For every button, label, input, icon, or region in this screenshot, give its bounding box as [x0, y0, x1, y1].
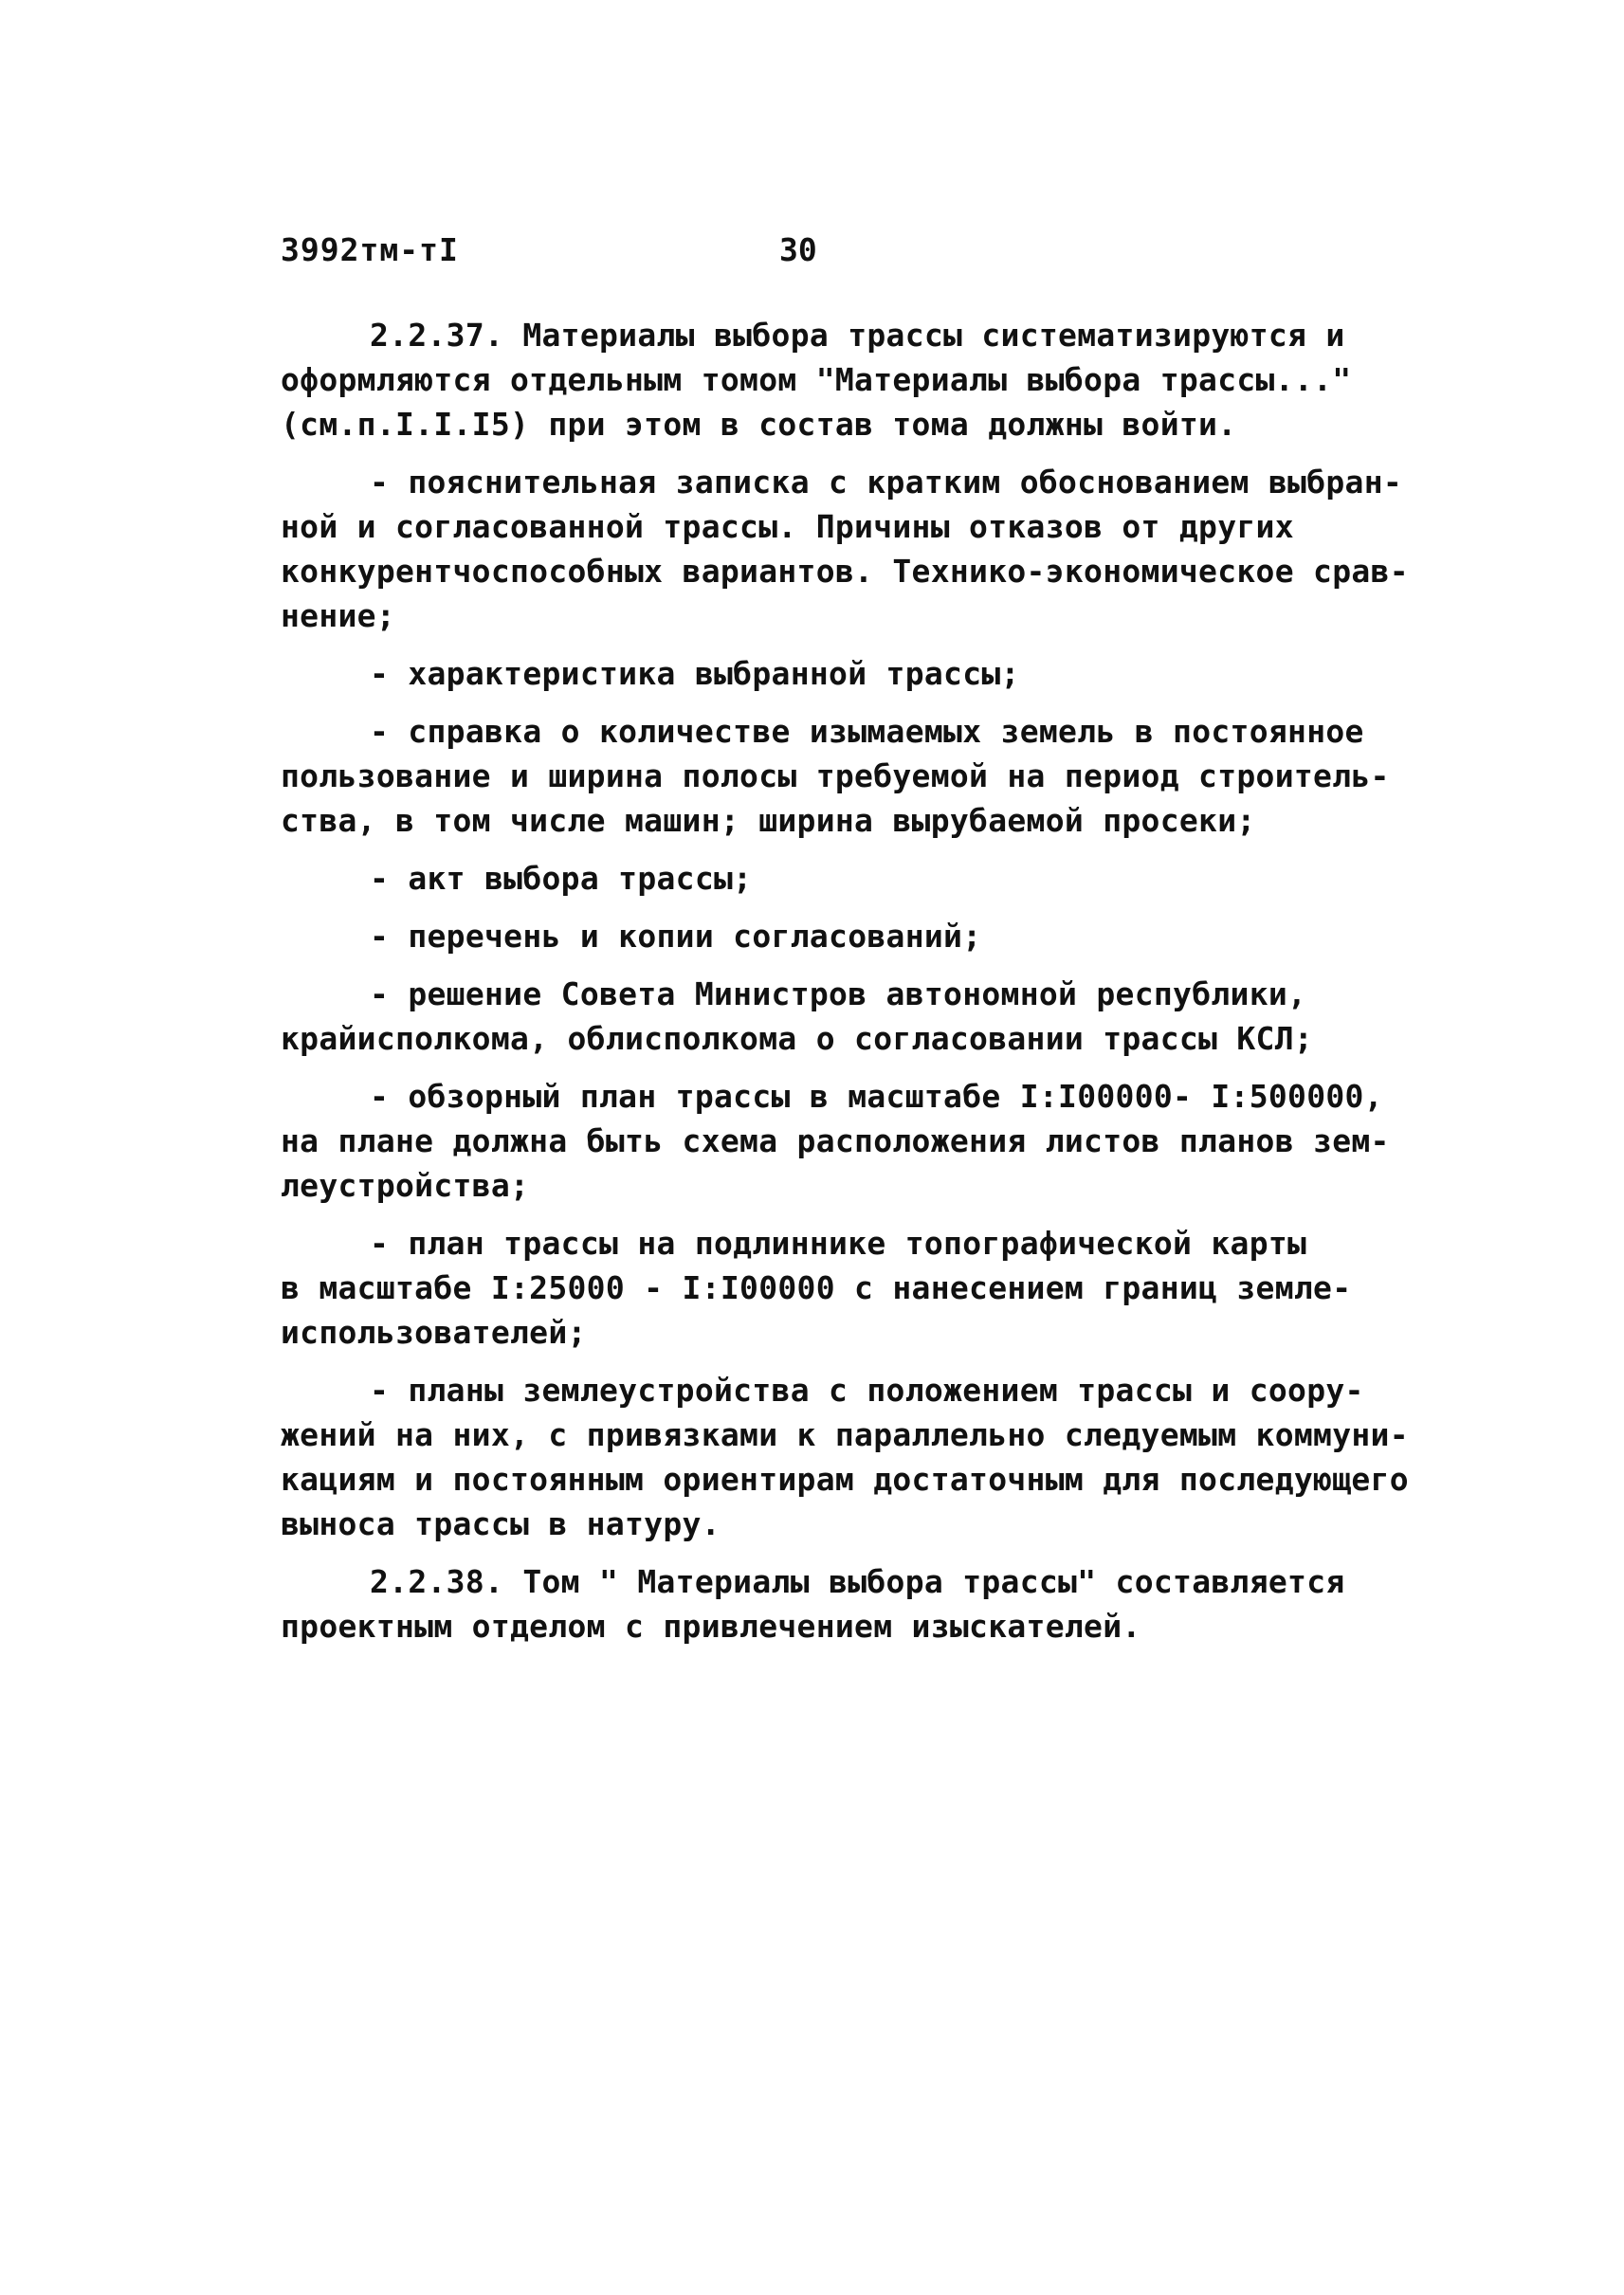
text-line: кациям и постоянным ориентирам достаточным для последующего: [281, 1461, 1409, 1498]
text-line: - акт выбора трассы;: [370, 860, 753, 897]
text-line: - характеристика выбранной трассы;: [370, 655, 1020, 692]
text-line: выноса трассы в натуру.: [281, 1505, 721, 1542]
text-line: ства, в том числе машин; ширина вырубаемой просеки;: [281, 802, 1256, 839]
text-line: - планы землеустройства с положением трассы и соору-: [370, 1372, 1364, 1409]
text-line: ной и согласованной трассы. Причины отказов от других: [281, 508, 1294, 545]
text-line: проектным отделом с привлечением изыскателей.: [281, 1608, 1141, 1645]
document-code: 3992тм-тI: [281, 231, 459, 268]
text-line: 2.2.38. Том " Материалы выбора трассы" составляется: [370, 1563, 1345, 1600]
text-line: конкурентчоспособных вариантов. Технико-экономическое срав-: [281, 553, 1409, 590]
text-line: жений на них, с привязками к параллельно следуемым коммуни-: [281, 1416, 1409, 1453]
text-line: в масштабе I:25000 - I:I00000 с нанесением границ земле-: [281, 1269, 1352, 1306]
text-line: - справка о количестве изымаемых земель в постоянное: [370, 713, 1364, 750]
text-line: нение;: [281, 597, 396, 634]
text-line: - решение Совета Министров автономной республики,: [370, 975, 1307, 1012]
text-line: крайисполкома, облисполкома о согласовании трассы КСЛ;: [281, 1020, 1314, 1057]
text-line: (см.п.I.I.I5) при этом в состав тома должны войти.: [281, 406, 1237, 443]
text-line: - план трассы на подлиннике топографической карты: [370, 1225, 1307, 1262]
text-line: на плане должна быть схема расположения листов планов зем-: [281, 1122, 1390, 1159]
text-line: использователей;: [281, 1314, 587, 1351]
text-line: леустройства;: [281, 1167, 530, 1204]
page-number: 30: [779, 231, 817, 268]
text-line: - перечень и копии согласований;: [370, 918, 982, 955]
document-body: [281, 313, 1409, 1648]
text-line: оформляются отдельным томом "Материалы выбора трассы...": [281, 361, 1352, 398]
text-line: - обзорный план трассы в масштабе I:I00000- I:500000,: [370, 1078, 1383, 1115]
text-line: 2.2.37. Материалы выбора трассы систематизируются и: [370, 317, 1345, 354]
text-line: пользование и ширина полосы требуемой на период строитель-: [281, 757, 1390, 794]
text-line: - пояснительная записка с кратким обоснованием выбран-: [370, 464, 1403, 501]
